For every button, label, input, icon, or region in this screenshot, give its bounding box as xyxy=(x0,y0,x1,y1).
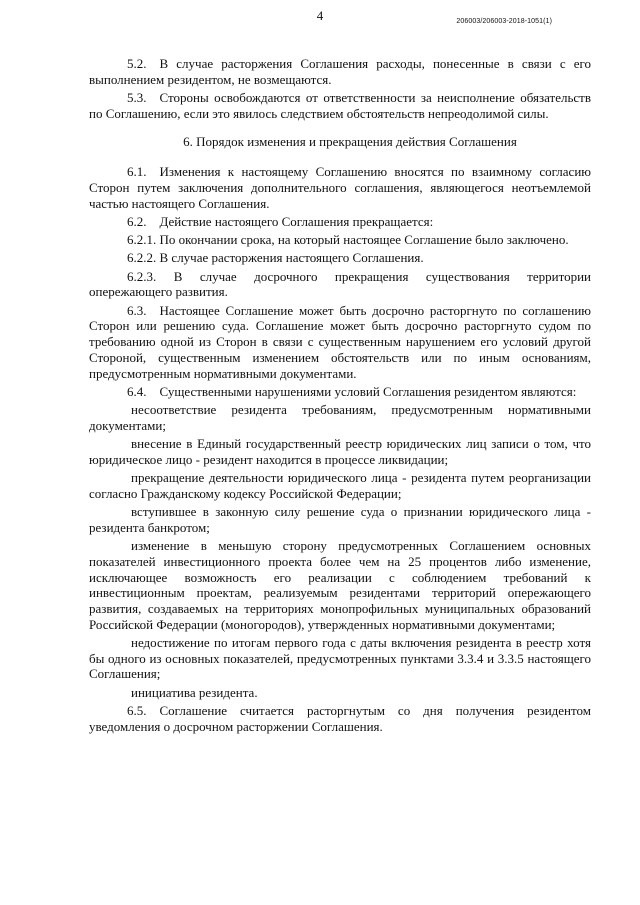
list-item: внесение в Единый государственный реестр юридических лиц записи о том, что юридическое лицо - резидент находится в процессе ликвидации; xyxy=(89,436,591,467)
list-item: несоответствие резидента требованиям, предусмотренным нормативными документами; xyxy=(89,402,591,433)
clause-6-1: 6.1. Изменения к настоящему Соглашению вносятся по взаимному согласию Сторон путем заключения дополнительного соглашения, являющегося неотъемлемой частью настоящего Соглашения. xyxy=(89,164,591,211)
list-item: прекращение деятельности юридического лица - резидента путем реорганизации согласно Гражданскому кодексу Российской Федерации; xyxy=(89,470,591,501)
page-number: 4 xyxy=(316,8,324,23)
list-item: недостижение по итогам первого года с даты включения резидента в реестр хотя бы одного из основных показателей, предусмотренных пунктами 3.3.4 и 3.3.5 настоящего Соглашения; xyxy=(89,634,591,682)
clause-6-2: 6.2. Действие настоящего Соглашения прекращается: xyxy=(127,213,434,229)
clause-6-2-1: 6.2.1. По окончании срока, на который настоящее Соглашение было заключено. xyxy=(127,232,569,248)
document-id: 206003/206003-2018-1051(1) xyxy=(456,18,552,25)
clause-5-2: 5.2. В случае расторжения Соглашения расходы, понесенные в связи с его выполнением резидентом, не возмещаются. xyxy=(89,56,591,87)
document-body xyxy=(89,56,591,737)
clause-6-2-2: 6.2.2. В случае расторжения настоящего Соглашения. xyxy=(127,250,424,266)
list-item: инициатива резидента. xyxy=(131,684,258,700)
list-item: вступившее в законную силу решение суда о признании юридического лица - резидента банкротом; xyxy=(89,504,591,535)
section-title: 6. Порядок изменения и прекращения действия Соглашения xyxy=(183,134,517,150)
clause-6-5: 6.5. Соглашение считается расторгнутым со дня получения резидентом уведомления о досрочном расторжении Соглашения. xyxy=(89,702,591,734)
list-item: изменение в меньшую сторону предусмотренных Соглашением основных показателей инвестиционного проекта более чем на 25 процентов либо изменение, исключающее возможность его реализации с соблюдением требований к инвестиционным проектам, реализуемым резидентами территорий опережающего развития, создаваемых на территориях монопрофильных муниципальных образований Российской Федерации (моногородов), утвержденных нормативными документами; xyxy=(89,538,591,632)
clause-6-4: 6.4. Существенными нарушениями условий Соглашения резидентом являются: xyxy=(127,383,577,399)
clause-6-3: 6.3. Настоящее Соглашение может быть досрочно расторгнуто по соглашению Сторон или решению суда. Соглашение может быть досрочно расторгнуто судом по требованию одной из Сторон в связи с существенным нарушением его условий другой Стороной, существенным изменением обстоятельств или по иным основаниям, предусмотренным нормативными документами. xyxy=(89,302,591,381)
clause-5-3: 5.3. Стороны освобождаются от ответственности за неисполнение обязательств по Соглашению, если это явилось следствием обстоятельств непреодолимой силы. xyxy=(89,90,591,121)
clause-6-2-3: 6.2.3. В случае досрочного прекращения существования территории опережающего развития. xyxy=(89,268,591,300)
